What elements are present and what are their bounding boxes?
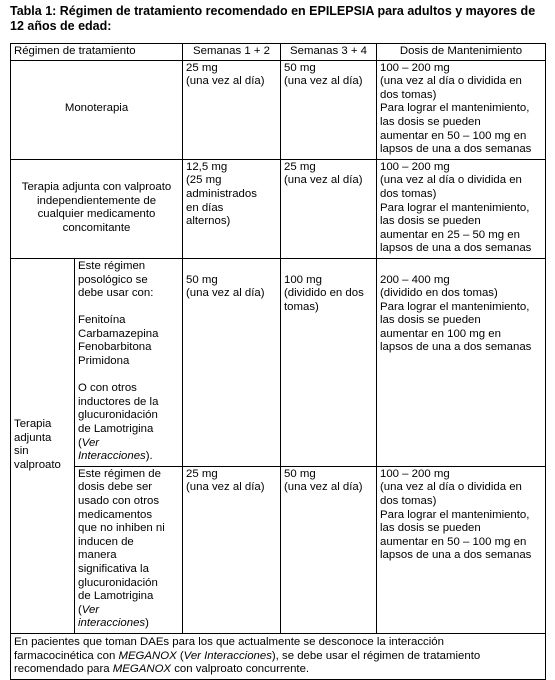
- desc-text: significativa la: [78, 562, 149, 575]
- dose-text: lapsos de una a dos semanas: [380, 549, 532, 562]
- header-weeks-1-2: Semanas 1 + 2: [183, 44, 281, 61]
- desc-text: manera: [78, 549, 117, 562]
- footer-text: con valproato concurrente.: [171, 663, 310, 676]
- dose-text: Para lograr el mantenimiento,: [380, 102, 530, 115]
- spacer: [186, 260, 277, 274]
- dose-text: 50 mg: [284, 61, 316, 74]
- desc-text: glucuronidación: [78, 409, 158, 422]
- spacer: [78, 369, 179, 383]
- ref-paren: (: [78, 436, 82, 449]
- desc-text: Este régimen: [78, 259, 146, 272]
- regimen-text: Terapia: [14, 418, 52, 431]
- ref-paren: ).: [145, 450, 153, 463]
- desc-text: dosis debe ser: [78, 481, 153, 494]
- dose-text: (25 mg: [186, 174, 222, 187]
- regimen-text: cualquier medicamento: [37, 208, 156, 221]
- adj-maintenance: [377, 159, 546, 258]
- desc-text: inductores de la: [78, 395, 159, 408]
- dose-text: (una vez al día o dividida en: [380, 174, 522, 187]
- dose-text: 12,5 mg: [186, 160, 228, 173]
- regimen-adjunta-valproato: [11, 159, 183, 258]
- dose-text: 100 – 200 mg: [380, 160, 450, 173]
- mono-maintenance: [377, 60, 546, 159]
- row-sin-valproato-inductores: [11, 258, 546, 466]
- dose-text: Para lograr el mantenimiento,: [380, 508, 530, 521]
- dose-text: 200 – 400 mg: [380, 273, 450, 286]
- header-maintenance: Dosis de Mantenimiento: [377, 44, 546, 61]
- ref-interacciones: interacciones: [78, 617, 146, 630]
- regimen-text: sin: [14, 445, 29, 458]
- dose-text: tomas): [284, 300, 319, 313]
- dose-text: (una vez al día): [186, 75, 265, 88]
- row-sin-valproato-otros: [11, 466, 546, 633]
- dose-text: (una vez al día): [186, 287, 265, 300]
- spacer: [78, 301, 179, 315]
- dose-text: las dosis se pueden: [380, 115, 481, 128]
- dose-text: lapsos de una a dos semanas: [380, 143, 532, 156]
- footer-line: En pacientes que toman DAEs para los que actualmente se desconoce la interacción: [14, 635, 444, 648]
- dose-text: aumentar en 100 mg en: [380, 327, 501, 340]
- drug-name: Fenobarbitona: [78, 341, 152, 354]
- brand-name: MEGANOX: [112, 663, 172, 676]
- regimen-monoterapia: Monoterapia: [11, 60, 183, 159]
- dose-text: Para lograr el mantenimiento,: [380, 300, 530, 313]
- desc-text: que no inhiben ni: [78, 522, 165, 535]
- regimen-text: independientemente de: [36, 194, 157, 207]
- footer-text: ), se debe usar el régimen de tratamiento: [271, 649, 481, 662]
- ref-paren: ): [145, 617, 149, 630]
- dose-text: en días: [186, 201, 224, 214]
- row-monoterapia: [11, 60, 546, 159]
- regimen-text: concomitante: [62, 221, 131, 234]
- dose-text: aumentar en 50 – 100 mg en: [380, 129, 527, 142]
- dose-text: (una vez al día): [284, 481, 363, 494]
- reference-text: [78, 450, 179, 464]
- dose-text: 100 mg: [284, 273, 323, 286]
- dose-text: 25 mg: [186, 61, 218, 74]
- dose-text: las dosis se pueden: [380, 314, 481, 327]
- inductores-weeks-3-4: [281, 258, 377, 466]
- desc-text: medicamentos: [78, 508, 153, 521]
- desc-text: usado con otros: [78, 495, 160, 507]
- reference-text: [78, 617, 179, 631]
- dose-text: lapsos de una a dos semanas: [380, 242, 532, 255]
- dosage-table: [10, 43, 546, 680]
- reference-text: [78, 437, 179, 451]
- desc-text: inducen de: [78, 535, 134, 548]
- dose-text: las dosis se pueden: [380, 522, 481, 535]
- footer-note: [11, 633, 546, 679]
- adj-weeks-1-2: [183, 159, 281, 258]
- footer-line: [14, 650, 542, 664]
- mono-weeks-1-2: [183, 60, 281, 159]
- dose-text: 50 mg: [186, 273, 218, 286]
- drug-name: Fenitoína: [78, 314, 126, 327]
- spacer: [284, 260, 373, 274]
- drug-name: Carbamazepina: [78, 327, 159, 340]
- footer-line: [14, 663, 542, 677]
- adj-weeks-3-4: [281, 159, 377, 258]
- row-terapia-adjunta-valproato: [11, 159, 546, 258]
- dose-text: (dividido en dos: [284, 287, 364, 300]
- dose-text: Para lograr el mantenimiento,: [380, 201, 530, 214]
- dose-text: dos tomas): [380, 495, 437, 507]
- ref-paren: (: [78, 603, 82, 616]
- dose-text: (una vez al día o dividida en: [380, 75, 522, 88]
- subregimen-inductores: [75, 258, 183, 466]
- dose-text: dos tomas): [380, 88, 437, 101]
- otros-weeks-1-2: [183, 466, 281, 633]
- dose-text: lapsos de una a dos semanas: [380, 341, 532, 354]
- inductores-weeks-1-2: [183, 258, 281, 466]
- desc-text: debe usar con:: [78, 287, 154, 300]
- ref-ver: Ver: [81, 436, 100, 449]
- brand-name: MEGANOX: [118, 649, 177, 662]
- dose-text: 25 mg: [284, 160, 316, 173]
- drug-name: Primidona: [78, 355, 130, 368]
- dose-text: 100 – 200 mg: [380, 467, 450, 480]
- footer-reference: Ver Interacciones: [183, 649, 272, 662]
- header-regimen: Régimen de tratamiento: [11, 44, 183, 61]
- ref-interacciones: Interacciones: [78, 450, 146, 463]
- dose-text: (dividido en dos tomas): [380, 287, 498, 300]
- dose-text: las dosis se pueden: [380, 215, 481, 228]
- reference-text: [78, 604, 179, 618]
- row-footer-note: [11, 633, 546, 679]
- dose-text: alternos): [186, 215, 231, 228]
- header-weeks-3-4: Semanas 3 + 4: [281, 44, 377, 61]
- dose-text: (una vez al día): [186, 481, 265, 494]
- dose-text: administrados: [186, 187, 257, 200]
- regimen-text: Terapia adjunta con valproato: [21, 181, 172, 194]
- desc-text: de Lamotrigina: [78, 423, 154, 436]
- dose-text: aumentar en 25 – 50 mg en: [380, 228, 520, 241]
- desc-text: Este régimen de: [78, 467, 161, 480]
- desc-text: O con otros: [78, 382, 137, 395]
- footer-text: (: [176, 649, 184, 662]
- spacer: [380, 260, 542, 274]
- dose-text: 25 mg: [186, 467, 218, 480]
- otros-maintenance: [377, 466, 546, 633]
- otros-weeks-3-4: [281, 466, 377, 633]
- table-title: Tabla 1: Régimen de tratamiento recomendado en EPILEPSIA para adultos y mayores de 12 años de edad:: [10, 4, 536, 33]
- mono-weeks-3-4: [281, 60, 377, 159]
- desc-text: posológico se: [78, 273, 148, 286]
- dose-text: (una vez al día): [284, 174, 363, 187]
- footer-text: farmacocinética con: [14, 649, 119, 662]
- dose-text: aumentar en 50 – 100 mg en: [380, 535, 527, 548]
- inductores-maintenance: [377, 258, 546, 466]
- dose-text: (una vez al día): [284, 75, 363, 88]
- regimen-adjunta-sin-valproato: [11, 258, 75, 633]
- header-row: [11, 44, 546, 61]
- ref-ver: Ver: [81, 603, 100, 616]
- regimen-text: valproato: [14, 459, 61, 472]
- footer-text: recomendado para: [14, 663, 113, 676]
- dose-text: 50 mg: [284, 467, 316, 480]
- dose-text: dos tomas): [380, 187, 437, 200]
- dose-text: (una vez al día o dividida en: [380, 481, 522, 494]
- regimen-text: adjunta: [14, 431, 52, 444]
- desc-text: de Lamotrigina: [78, 590, 154, 603]
- desc-text: glucuronidación: [78, 576, 158, 589]
- subregimen-otros: [75, 466, 183, 633]
- dose-text: 100 – 200 mg: [380, 61, 450, 74]
